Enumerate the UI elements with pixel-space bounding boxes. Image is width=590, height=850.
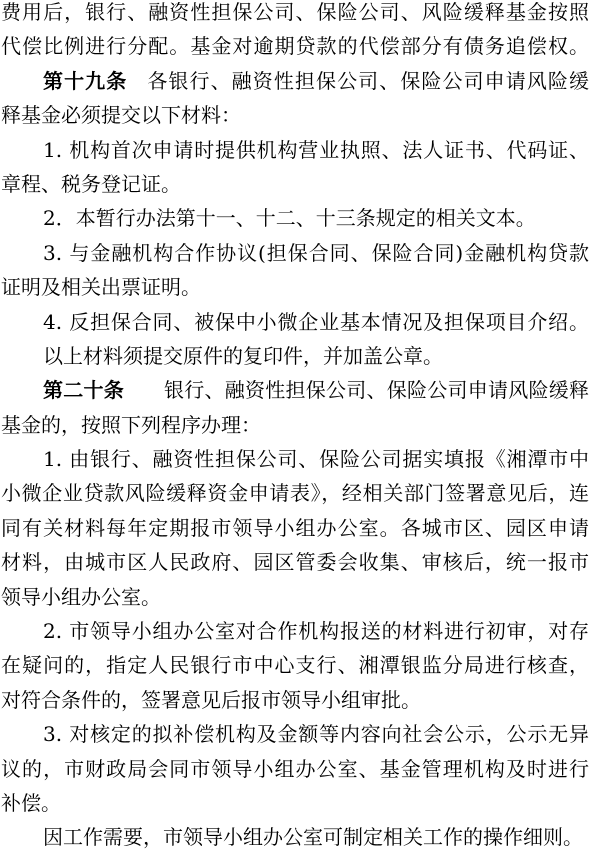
text-line: 补偿。 xyxy=(1,790,61,815)
text-line: 2. 市领导小组办公室对合作机构报送的材料进行初审，对存 xyxy=(43,619,589,644)
text-line: 在疑问的，指定人民银行市中心支行、湘潭银监分局进行核查， xyxy=(1,653,589,678)
text-line: 因工作需要，市领导小组办公室可制定相关工作的操作细则。 xyxy=(43,825,583,850)
text-line: 费用后，银行、融资性担保公司、保险公司、风险缓释基金按照 xyxy=(1,0,589,24)
text-line: 释基金必须提交以下材料： xyxy=(1,103,241,128)
text-line: 领导小组办公室。 xyxy=(1,584,161,609)
text-line: 1. 由银行、融资性担保公司、保险公司据实填报《湘潭市中 xyxy=(43,447,589,472)
list-item xyxy=(1,717,589,820)
list-item xyxy=(1,442,589,614)
text-line xyxy=(1,373,589,407)
list-item xyxy=(1,133,589,202)
text-line: 以上材料须提交原件的复印件，并加盖公章。 xyxy=(43,343,443,368)
text-line: 证明及相关出票证明。 xyxy=(1,275,201,300)
text-line: 4. 反担保合同、被保中小微企业基本情况及担保项目介绍。 xyxy=(43,309,589,334)
list-item xyxy=(1,614,589,717)
text-line xyxy=(1,64,589,98)
article-20 xyxy=(1,373,589,442)
text-line: 1. 机构首次申请时提供机构营业执照、法人证书、代码证、 xyxy=(43,137,589,162)
document-body xyxy=(1,0,589,850)
article-text: 各银行、融资性担保公司、保险公司申请风险缓 xyxy=(147,68,589,93)
text-line: 对符合条件的，签署意见后报市领导小组审批。 xyxy=(1,687,421,712)
paragraph-note xyxy=(1,339,589,373)
article-text: 银行、融资性担保公司、保险公司申请风险缓释 xyxy=(164,378,589,403)
text-line: 章程、税务登记证。 xyxy=(1,171,181,196)
text-line: 材料，由城市区人民政府、园区管委会收集、审核后，统一报市 xyxy=(1,550,589,575)
text-line: 2．本暂行办法第十一、十二、十三条规定的相关文本。 xyxy=(43,206,536,231)
article-number: 第十九条 xyxy=(43,68,128,93)
list-item xyxy=(1,236,589,305)
text-line: 代偿比例进行分配。基金对逾期贷款的代偿部分有债务追偿权。 xyxy=(1,34,589,59)
text-line: 同有关材料每年定期报市领导小组办公室。各城市区、园区申请 xyxy=(1,515,589,540)
paragraph-closing xyxy=(1,820,589,850)
list-item xyxy=(1,201,589,235)
text-line: 3. 对核定的拟补偿机构及金额等内容向社会公示，公示无异 xyxy=(43,722,589,747)
article-number: 第二十条 xyxy=(43,378,124,403)
text-line: 议的，市财政局会同市领导小组办公室、基金管理机构及时进行 xyxy=(1,756,589,781)
paragraph-continuation xyxy=(1,0,589,64)
text-line: 基金的，按照下列程序办理： xyxy=(1,412,261,437)
article-19 xyxy=(1,64,589,133)
text-line: 3. 与金融机构合作协议(担保合同、保险合同)金融机构贷款 xyxy=(43,240,589,265)
list-item xyxy=(1,305,589,339)
text-line: 小微企业贷款风险缓释资金申请表》，经相关部门签署意见后，连 xyxy=(1,481,589,506)
